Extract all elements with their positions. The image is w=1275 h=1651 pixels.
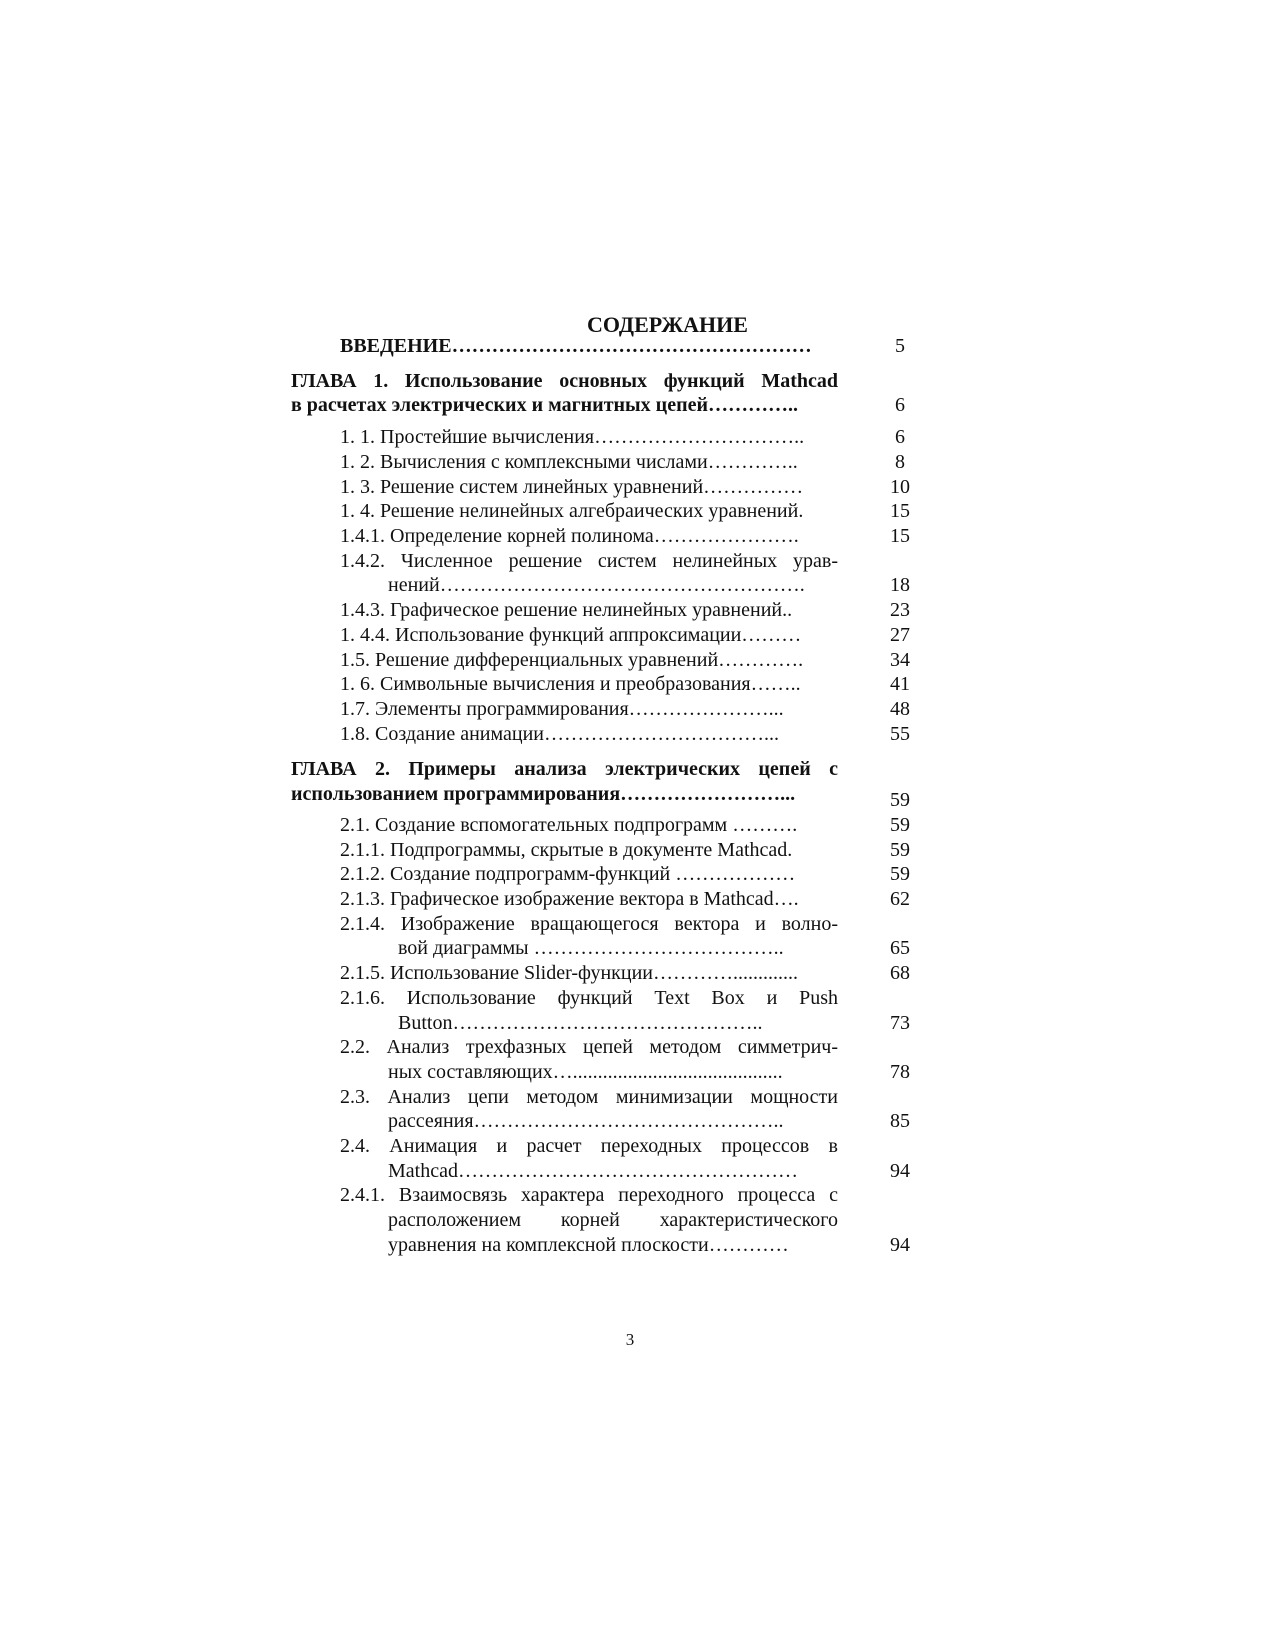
- toc-page-number: 78: [890, 1061, 910, 1083]
- toc-entry-line-2: Button………………………………………..: [398, 1012, 763, 1034]
- toc-page-number: 48: [890, 698, 910, 720]
- toc-entry: 1.4.1. Определение корней полинома………………….: [340, 525, 799, 547]
- toc-page-number: 15: [890, 500, 910, 522]
- toc-entry-line-1: 2.2. Анализ трехфазных цепей методом симметрич-: [340, 1036, 838, 1058]
- toc-page-number: 59: [890, 789, 910, 811]
- toc-entry: 1. 3. Решение систем линейных уравнений……………: [340, 476, 804, 498]
- toc-entry: 2.1.2. Создание подпрограмм-функций ………………: [340, 863, 796, 885]
- toc-page-number: 59: [890, 814, 910, 836]
- toc-entry: 1.5. Решение дифференциальных уравнений………….: [340, 649, 804, 671]
- toc-entry: 1. 4.4. Использование функций аппроксимации………: [340, 624, 802, 646]
- toc-entry-line-2: нений……………………………………………….: [388, 574, 805, 596]
- toc-page-number: 41: [890, 673, 910, 695]
- toc-page-number: 55: [890, 723, 910, 745]
- page-title: СОДЕРЖАНИЕ: [587, 312, 748, 337]
- toc-entry: 2.1.3. Графическое изображение вектора в Mathcad….: [340, 888, 799, 910]
- toc-entry: 2.1.1. Подпрограммы, скрытые в документе Mathcad.: [340, 839, 793, 861]
- toc-page-number: 62: [890, 888, 910, 910]
- toc-entry-line-2: рассеяния………………………………………..: [388, 1110, 784, 1132]
- toc-page-number: 34: [890, 649, 910, 671]
- toc-page-number: 59: [890, 863, 910, 885]
- toc-entry-line-2: ных составляющих…..........................................: [388, 1061, 783, 1083]
- toc-page-number: 6: [895, 426, 905, 448]
- toc-entry-line-1: 2.4.1. Взаимосвязь характера переходного процесса с: [340, 1184, 838, 1206]
- toc-chapter-2-line-1: ГЛАВА 2. Примеры анализа электрических цепей с: [291, 758, 838, 780]
- toc-entry-line-1: 2.1.4. Изображение вращающегося вектора и волно-: [340, 913, 838, 935]
- toc-entry: 1. 1. Простейшие вычисления…………………………..: [340, 426, 805, 448]
- toc-entry: 1.8. Создание анимации……………………………...: [340, 723, 780, 745]
- toc-page-number: 10: [890, 476, 910, 498]
- toc-page-number: 68: [890, 962, 910, 984]
- toc-entry: 1. 2. Вычисления с комплексными числами…………..: [340, 451, 798, 473]
- toc-page-number: 6: [895, 394, 905, 416]
- toc-entry-line-1: 2.4. Анимация и расчет переходных процессов в: [340, 1135, 838, 1157]
- toc-entry-line-2: Mathcad……………………………………………: [388, 1160, 798, 1182]
- toc-chapter-1-line-2: в расчетах электрических и магнитных цепей…………..: [291, 394, 798, 416]
- toc-entry-line-2: расположением корней характеристического: [388, 1209, 838, 1231]
- toc-page-number: 5: [895, 335, 905, 357]
- toc-page-number: 15: [890, 525, 910, 547]
- toc-entry: 2.1.5. Использование Slider-функции………….............: [340, 962, 799, 984]
- toc-entry: 1.7. Элементы программирования…………………...: [340, 698, 784, 720]
- toc-entry: 1. 6. Символьные вычисления и преобразования……..: [340, 673, 801, 695]
- toc-entry: 2.1. Создание вспомогательных подпрограмм ……….: [340, 814, 798, 836]
- toc-page-number: 8: [895, 451, 905, 473]
- toc-page-number: 85: [890, 1110, 910, 1132]
- toc-page-number: 27: [890, 624, 910, 646]
- toc-page-number: 94: [890, 1234, 910, 1256]
- toc-page-number: 59: [890, 839, 910, 861]
- toc-page-number: 73: [890, 1012, 910, 1034]
- toc-entry: 1. 4. Решение нелинейных алгебраических уравнений.: [340, 500, 804, 522]
- toc-entry-line-2: вой диаграммы ………………………………..: [398, 937, 784, 959]
- toc-chapter-2-line-2: использованием программирования……………………...: [291, 783, 796, 805]
- toc-entry-line-3: уравнения на комплексной плоскости…………: [388, 1234, 789, 1256]
- page-footer-number: 3: [625, 1330, 635, 1349]
- toc-entry-line-1: 2.3. Анализ цепи методом минимизации мощности: [340, 1086, 838, 1108]
- toc-page-number: 94: [890, 1160, 910, 1182]
- toc-entry: 1.4.3. Графическое решение нелинейных уравнений..: [340, 599, 793, 621]
- toc-entry-line-1: 1.4.2. Численное решение систем нелинейных урав-: [340, 550, 838, 572]
- toc-entry-introduction: ВВЕДЕНИЕ………………………………………………: [340, 335, 812, 357]
- toc-chapter-1-line-1: ГЛАВА 1. Использование основных функций Mathcad: [291, 370, 838, 392]
- toc-entry-line-1: 2.1.6. Использование функций Text Box и Push: [340, 987, 838, 1009]
- toc-page-number: 18: [890, 574, 910, 596]
- toc-page-number: 65: [890, 937, 910, 959]
- toc-page-number: 23: [890, 599, 910, 621]
